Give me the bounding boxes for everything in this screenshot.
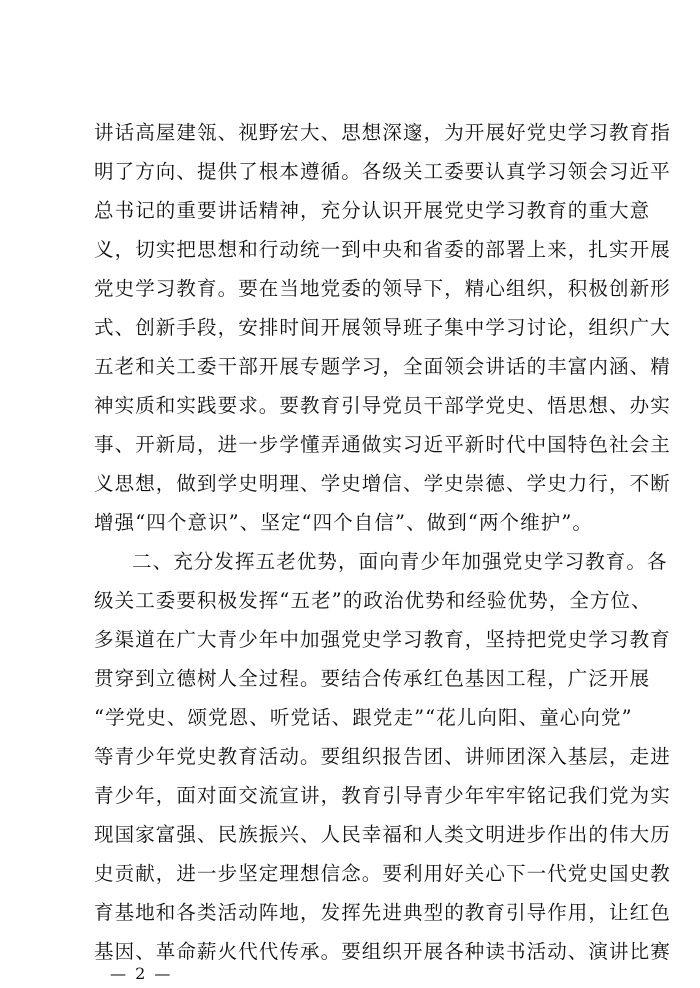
text-line: “学党史、颂党恩、听党话、跟党走”“花儿向阳、童心向党” [94, 706, 633, 729]
text-line: 青少年，面对面交流宣讲，教育引导青少年牢牢铭记我们党为实 [94, 784, 671, 807]
text-line: 义，切实把思想和行动统一到中央和省委的部署上来，扎实开展 [94, 238, 671, 261]
text-line: 总书记的重要讲话精神，充分认识开展党史学习教育的重大意 [94, 199, 651, 222]
text-line: 级关工委要积极发挥“五老”的政治优势和经验优势，全方位、 [94, 589, 652, 612]
text-line: 党史学习教育。要在当地党委的领导下，精心组织，积极创新形 [94, 277, 671, 300]
text-line: 现国家富强、民族振兴、人民幸福和人类文明进步作出的伟大历 [94, 823, 671, 846]
text-line: 多渠道在广大青少年中加强党史学习教育，坚持把党史学习教育 [94, 628, 671, 651]
text-line: 五老和关工委干部开展专题学习，全面领会讲话的丰富内涵、精 [94, 355, 671, 378]
text-line: 明了方向、提供了根本遵循。各级关工委要认真学习领会习近平 [94, 160, 671, 183]
text-line: 贯穿到立德树人全过程。要结合传承红色基因工程，广泛开展 [94, 667, 651, 690]
text-line: 事、开新局，进一步学懂弄通做实习近平新时代中国特色社会主 [94, 433, 671, 456]
text-line: 义思想，做到学史明理、学史增信、学史崇德、学史力行，不断 [94, 472, 671, 495]
text-line: 讲话高屋建瓴、视野宏大、思想深邃，为开展好党史学习教育指 [94, 121, 671, 144]
text-line: 式、创新手段，安排时间开展领导班子集中学习讨论，组织广大 [94, 316, 671, 339]
text-line: 基因、革命薪火代代传承。要组织开展各种读书活动、演讲比赛 [94, 940, 671, 963]
page-number: — 2 — [110, 964, 173, 983]
paragraph-last-line: 增强“四个意识”、坚定“四个自信”、做到“两个维护”。 [94, 511, 594, 534]
section-heading-line: 二、充分发挥五老优势，面向青少年加强党史学习教育。各 [132, 550, 668, 573]
text-line: 史贡献，进一步坚定理想信念。要利用好关心下一代党史国史教 [94, 862, 671, 885]
text-line: 神实质和实践要求。要教育引导党员干部学党史、悟思想、办实 [94, 394, 671, 417]
text-line: 育基地和各类活动阵地，发挥先进典型的教育引导作用，让红色 [94, 901, 671, 924]
text-line: 等青少年党史教育活动。要组织报告团、讲师团深入基层，走进 [94, 745, 671, 768]
